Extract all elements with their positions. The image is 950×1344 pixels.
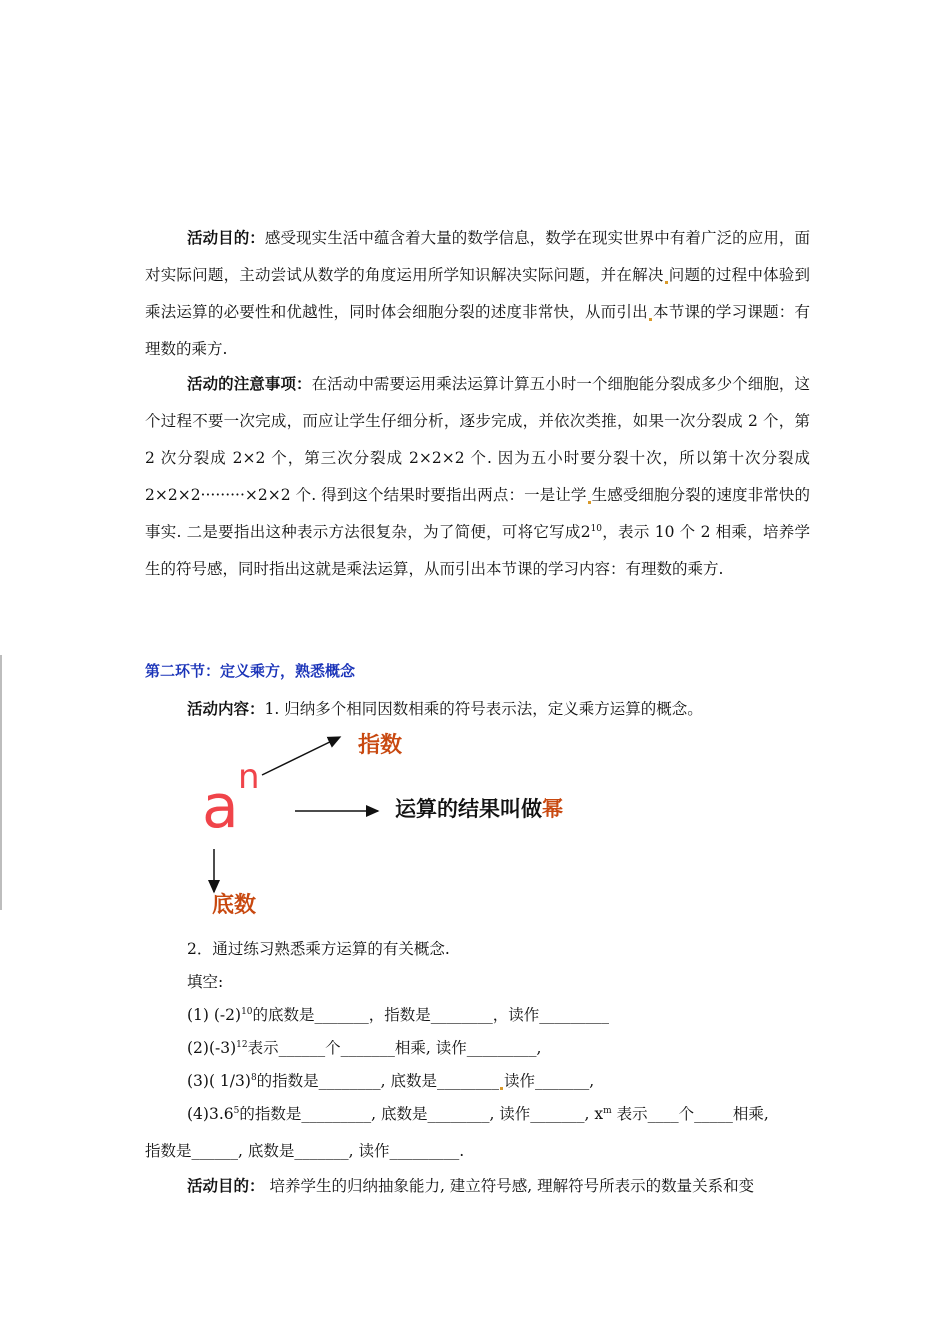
diagram-arrows (190, 725, 650, 925)
text: 在活动中需要运用乘法运算计算五小时一个细胞能分裂成多少个细 (311, 375, 764, 393)
exponent-label: 指数 (358, 733, 403, 758)
text: 胞分裂的速度非常快的事实. 二是要指出这种表示方法很复杂，为了简便，可将它写成 (145, 486, 810, 541)
base-letter: a (202, 772, 239, 842)
fill-blank-label: 填空: (187, 973, 224, 991)
text: 运算的结果叫做 (395, 797, 542, 821)
activity-notes-paragraph (145, 365, 810, 588)
text: 读作_______, (504, 1072, 595, 1090)
base-label: 底数 (212, 893, 257, 918)
text: (4)3.6 (187, 1105, 234, 1123)
text: 裂成 2 个，第 2 次分裂成 2×2 个，第三次分裂成 2×2×2 个. 因为五小时要分裂十次，所 (145, 412, 810, 467)
text: 本 (652, 303, 669, 321)
question-3 (187, 1069, 594, 1091)
power-diagram (190, 725, 650, 925)
text: (1) (-2) (187, 1006, 242, 1024)
power-word: 幂 (542, 797, 563, 821)
text: 问题的 (668, 266, 716, 284)
activity-goal-label: 活动目的： (187, 228, 265, 247)
superscript: 8 (250, 1073, 257, 1083)
text: 的底数是_______，指数是________，读作_________ (252, 1006, 610, 1024)
activity-content-line (187, 697, 703, 719)
text: 的指数是_________, 底数是________, 读作_______, x (239, 1105, 604, 1123)
superscript: 12 (236, 1040, 248, 1050)
section-heading: 第二环节：定义乘方，熟悉概念 (145, 662, 356, 680)
question-2 (187, 1036, 541, 1058)
question-4 (187, 1102, 769, 1124)
result-label (395, 799, 563, 820)
exponent-arrow (262, 737, 340, 775)
page-margin-rule (0, 655, 2, 910)
mark-icon (665, 281, 668, 284)
activity-goal-2 (187, 1174, 754, 1196)
superscript: 5 (233, 1106, 240, 1116)
text: 培养学生的归纳抽象能力, 建立符号感, 理解符号所表示的数量关系和变 (264, 1177, 755, 1195)
text: 表示____个_____相乘, (611, 1105, 769, 1123)
text: (2)(-3) (187, 1039, 237, 1057)
text: 生感受细 (591, 486, 655, 504)
superscript: m (603, 1106, 612, 1116)
question-1 (187, 1003, 609, 1025)
mark-icon (588, 501, 591, 504)
text: ，表示 10 个 2 相乘，培养学生的符号感，同时指出这就是乘法运算，从而引出本节课的 (145, 523, 810, 578)
activity-goal-label: 活动目的： (187, 1176, 265, 1195)
text: 用，面对实际问题，主动尝试从数学的角度运用所学知识解决实际问题，并在解决 (145, 229, 810, 284)
text: 1. 归纳多个相同因数相乘的符号表示法，定义乘方运算的概念。 (264, 700, 703, 718)
activity-content-label: 活动内容： (187, 699, 265, 718)
activity-goal-paragraph (145, 219, 810, 368)
mark-icon (649, 318, 652, 321)
text: 以第十次分裂成 2×2×2·········×2×2 个. 得到这个结果时要指出两点：一是让学 (145, 449, 810, 504)
activity-notes-label: 活动的注意事项： (187, 374, 312, 393)
exercise-intro: 2．通过练习熟悉乘方运算的有关概念. (187, 940, 450, 958)
text: 的指数是________, 底数是________ (256, 1072, 500, 1090)
question-4-continued: 指数是______, 底数是_______, 读作_________. (145, 1142, 465, 1160)
exponent-letter: n (238, 757, 260, 797)
text: 节课的学习课题：有理数的乘方. (145, 303, 810, 358)
text: 2 (580, 523, 591, 541)
text: 胞，这个过程不要一次完成，而应让学生仔细分析，逐步完成，并依次类推，如果一次分 (145, 375, 810, 430)
text: 感受现实生活中蕴含着大量的数学信息，数学在现实世界中有着广泛的应 (264, 229, 764, 247)
text: (3)( 1/3) (187, 1072, 251, 1090)
superscript: 10 (590, 524, 603, 534)
mark-icon (500, 1087, 503, 1090)
superscript: 10 (241, 1007, 253, 1017)
text: 表示______个_______相乘, 读作_________, (247, 1039, 542, 1057)
text: 学习内容：有理数的乘方. (548, 560, 724, 578)
text: 过程中体验到乘法运算的必要性和优越性，同时体会细胞分裂的述度非常快，从而引出 (145, 266, 810, 321)
